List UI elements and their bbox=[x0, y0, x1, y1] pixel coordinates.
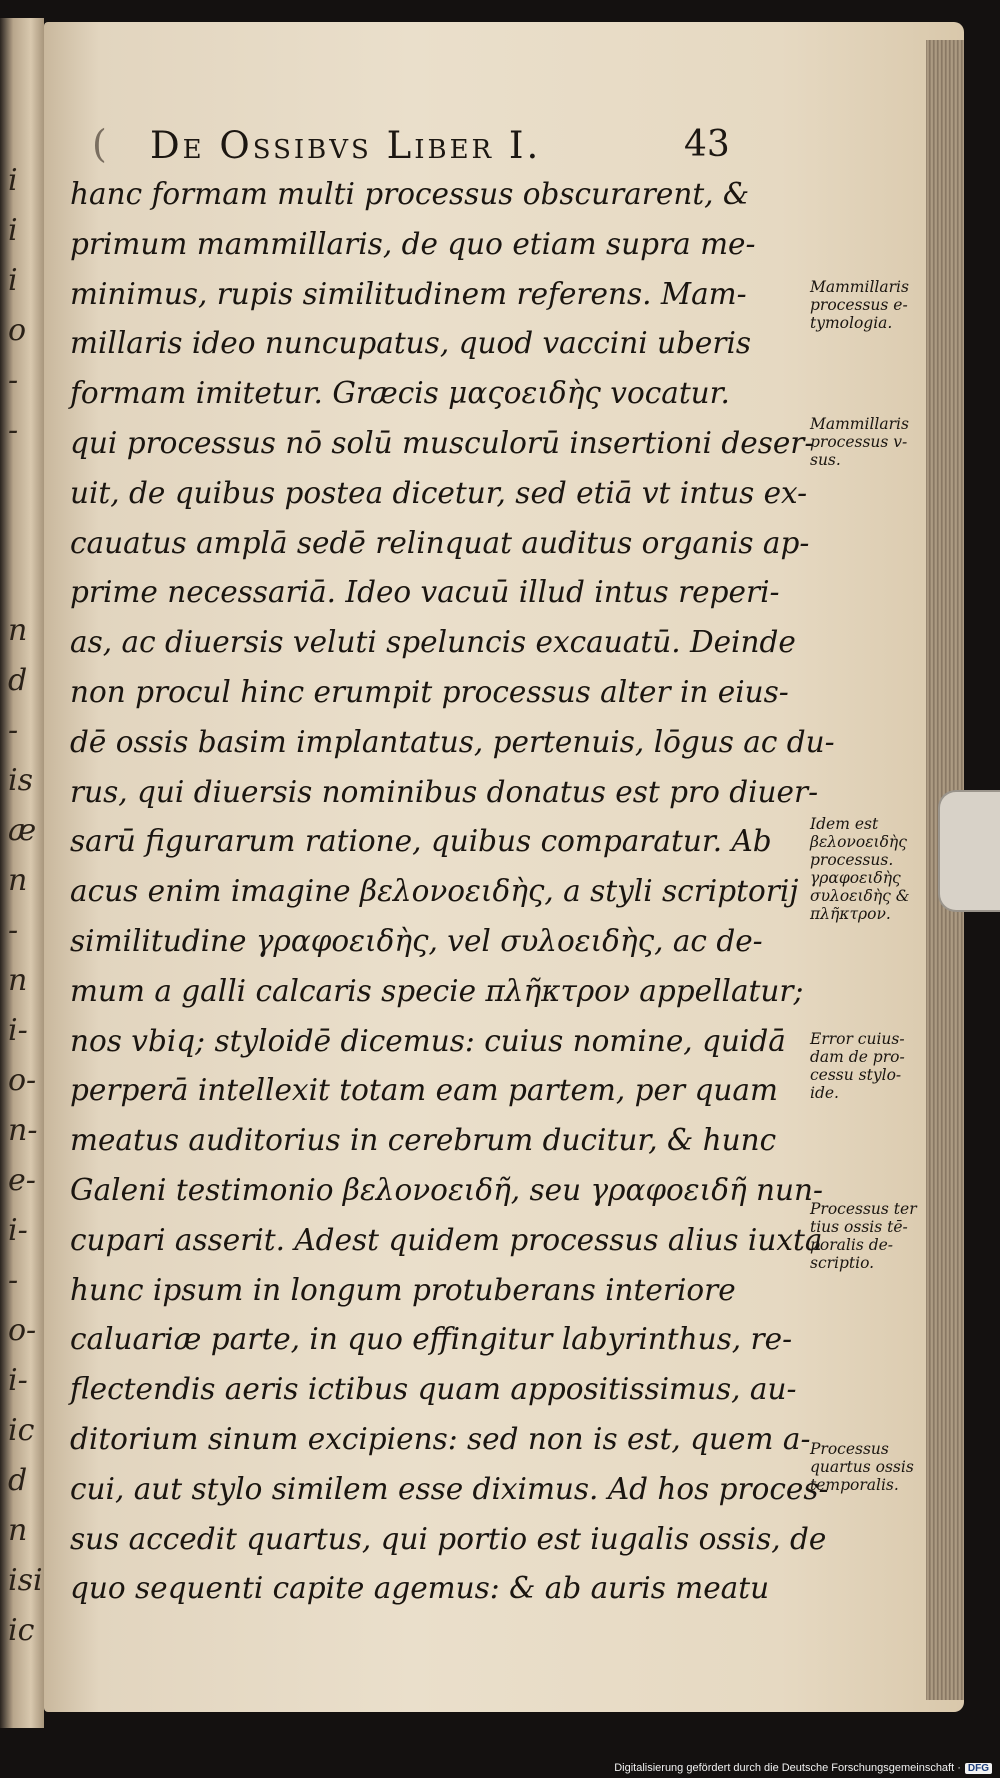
previous-page-fragment: o- bbox=[8, 1313, 37, 1348]
margin-note bbox=[810, 415, 1000, 469]
margin-note-line: Processus bbox=[810, 1440, 889, 1458]
margin-note-line: poralis de- bbox=[810, 1236, 894, 1254]
text-line: non procul hinc erumpit processus alter in eius- bbox=[70, 674, 789, 709]
previous-page-fragment: o bbox=[8, 313, 27, 348]
previous-page-fragment: n bbox=[8, 863, 28, 898]
text-line: minimus, rupis similitudinem referens. Mam- bbox=[70, 276, 747, 311]
text-line: acus enim imagine βελονοειδὴς, a styli scriptorij bbox=[70, 874, 799, 909]
margin-note-line: Mammillaris bbox=[810, 415, 909, 433]
margin-note bbox=[810, 278, 1000, 332]
text-line: dē ossis basim implantatus, pertenuis, lōgus ac du- bbox=[70, 724, 835, 759]
text-line: meatus auditorius in cerebrum ducitur, & hunc bbox=[70, 1123, 777, 1158]
margin-note bbox=[810, 1030, 1000, 1102]
text-line: quo sequenti capite agemus: & ab auris meatu bbox=[70, 1571, 770, 1606]
previous-page-edge bbox=[0, 18, 44, 1728]
text-line: sarū figurarum ratione, quibus comparatur. Ab bbox=[70, 824, 772, 859]
previous-page-fragment: i bbox=[8, 163, 18, 198]
dfg-logo: DFG bbox=[965, 1763, 992, 1774]
margin-note-line: γραφοειδὴς bbox=[810, 869, 901, 887]
margin-note bbox=[810, 1200, 1000, 1272]
margin-note-line: scriptio. bbox=[810, 1254, 875, 1272]
margin-note-line: tius ossis tē- bbox=[810, 1218, 908, 1236]
previous-page-fragment: n bbox=[8, 963, 28, 998]
text-line: qui processus nō solū musculorū insertioni deser- bbox=[70, 425, 815, 460]
previous-page-fragment: - bbox=[8, 1263, 19, 1298]
previous-page-fragment: n- bbox=[8, 1113, 38, 1148]
margin-note-line: Error cuius- bbox=[810, 1030, 905, 1048]
bracket-mark: ( bbox=[92, 122, 107, 166]
digitization-credit bbox=[614, 1762, 992, 1774]
margin-note-line: Idem est bbox=[810, 815, 879, 833]
text-line: flectendis aeris ictibus quam appositissimus, au- bbox=[70, 1372, 797, 1407]
margin-note-line: Processus ter bbox=[810, 1200, 917, 1218]
text-line: nos vbiq; styloidē dicemus: cuius nomine, quidā bbox=[70, 1023, 786, 1058]
text-line: primum mammillaris, de quo etiam supra me- bbox=[70, 226, 756, 261]
margin-note-line: ide. bbox=[810, 1084, 839, 1102]
previous-page-fragment: o- bbox=[8, 1063, 37, 1098]
previous-page-fragment: i bbox=[8, 213, 18, 248]
text-line: hunc ipsum in longum protuberans interiore bbox=[70, 1272, 736, 1307]
previous-page-fragment: i- bbox=[8, 1013, 28, 1048]
running-title: De Ossibvs Liber I. bbox=[150, 124, 542, 167]
margin-note-line: dam de pro- bbox=[810, 1048, 905, 1066]
margin-note-line: Mammillaris bbox=[810, 278, 909, 296]
text-line: perperā intellexit totam eam partem, per quam bbox=[70, 1073, 778, 1108]
margin-note-line: cessu stylo- bbox=[810, 1066, 902, 1084]
text-line: similitudine γραφοειδὴς, vel συλοειδὴς, ac de- bbox=[70, 923, 763, 958]
text-line: sus accedit quartus, qui portio est iugalis ossis, de bbox=[70, 1521, 827, 1556]
previous-page-fragment: isi bbox=[8, 1563, 43, 1598]
margin-note-line: temporalis. bbox=[810, 1476, 899, 1494]
previous-page-fragment: i bbox=[8, 263, 18, 298]
previous-page-fragment: - bbox=[8, 913, 19, 948]
previous-page-fragment: - bbox=[8, 363, 19, 398]
previous-page-fragment: e- bbox=[8, 1163, 36, 1198]
text-line: formam imitetur. Græcis μαςοειδὴς vocatur. bbox=[70, 376, 730, 411]
previous-page-fragment: i- bbox=[8, 1363, 28, 1398]
margin-note-line: sus. bbox=[810, 451, 841, 469]
margin-note bbox=[810, 1440, 1000, 1494]
previous-page-fragment: n bbox=[8, 613, 28, 648]
text-line: mum a galli calcaris specie πλῆκτρον appellatur; bbox=[70, 973, 804, 1008]
text-line: cupari asserit. Adest quidem processus alius iuxta bbox=[70, 1222, 823, 1257]
margin-note-line: processus. bbox=[810, 851, 894, 869]
previous-page-fragment: d bbox=[8, 1463, 28, 1498]
text-line: millaris ideo nuncupatus, quod vaccini uberis bbox=[70, 326, 752, 361]
margin-note-line: πλῆκτρον. bbox=[810, 905, 891, 923]
previous-page-fragment: - bbox=[8, 713, 19, 748]
page-number: 43 bbox=[684, 124, 730, 165]
margin-note-line: processus v- bbox=[810, 433, 908, 451]
margin-note-line: tymologia. bbox=[810, 314, 893, 332]
text-line: uit, de quibus postea dicetur, sed etiā vt intus ex- bbox=[70, 475, 808, 510]
previous-page-fragment: ic bbox=[8, 1613, 35, 1648]
previous-page-fragment: is bbox=[8, 763, 33, 798]
previous-page-fragment: ic bbox=[8, 1413, 35, 1448]
margin-note-line: βελονοειδὴς bbox=[810, 833, 907, 851]
text-line: prime necessariā. Ideo vacuū illud intus reperi- bbox=[70, 575, 780, 610]
previous-page-fragment: i- bbox=[8, 1213, 28, 1248]
main-text-column bbox=[70, 170, 917, 1614]
text-line: Galeni testimonio βελονοειδῆ, seu γραφοειδῆ nun- bbox=[70, 1172, 823, 1207]
margin-note-line: processus e- bbox=[810, 296, 908, 314]
text-line: cui, aut stylo similem esse diximus. Ad hos proces- bbox=[70, 1471, 829, 1506]
previous-page-fragment: æ bbox=[8, 813, 37, 848]
previous-page-fragment: d bbox=[8, 663, 28, 698]
margin-note-line: quartus ossis bbox=[810, 1458, 914, 1476]
margin-note-line: συλοειδὴς & bbox=[810, 887, 910, 905]
text-line: caluariæ parte, in quo effingitur labyrinthus, re- bbox=[70, 1322, 793, 1357]
text-line: cauatus amplā sedē relinquat auditus organis ap- bbox=[70, 525, 810, 560]
previous-page-fragment: - bbox=[8, 413, 19, 448]
margin-note bbox=[810, 815, 1000, 923]
text-line: rus, qui diuersis nominibus donatus est pro diuer- bbox=[70, 774, 819, 809]
text-line: hanc formam multi processus obscurarent, & bbox=[70, 177, 750, 211]
text-line: ditorium sinum excipiens: sed non is est, quem a- bbox=[70, 1421, 811, 1456]
text-line: as, ac diuersis veluti speluncis excauatū. Deinde bbox=[70, 625, 796, 660]
previous-page-fragment: n bbox=[8, 1513, 28, 1548]
credit-text: Digitalisierung gefördert durch die Deutsche Forschungsgemeinschaft · bbox=[614, 1762, 961, 1774]
